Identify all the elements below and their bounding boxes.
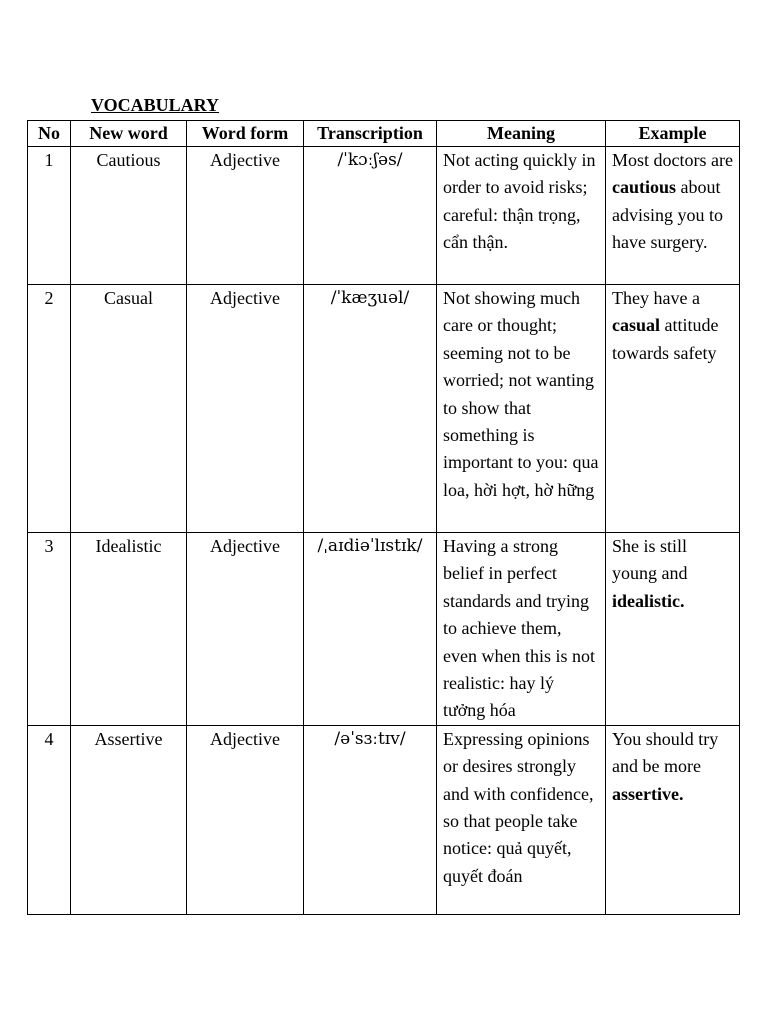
vocabulary-table <box>27 120 740 915</box>
example-text: You should try and be more <box>612 728 719 777</box>
cell-new-word: Casual <box>71 285 187 533</box>
cell-transcription: /ˌaɪdiəˈlɪstɪk/ <box>304 533 437 726</box>
header-meaning: Meaning <box>437 121 606 147</box>
cell-meaning: Having a strong belief in perfect standards and trying to achieve them, even when this is not realistic: hay lý tưởng hóa <box>437 533 606 726</box>
cell-no: 2 <box>28 285 71 533</box>
example-text: She is still young and <box>612 536 688 584</box>
cell-no: 4 <box>28 725 71 914</box>
cell-example <box>606 725 740 914</box>
header-word-form: Word form <box>187 121 304 147</box>
cell-transcription: /əˈsɜːtɪv/ <box>304 725 437 914</box>
cell-new-word: Idealistic <box>71 533 187 726</box>
header-new-word: New word <box>71 121 187 147</box>
example-keyword: idealistic. <box>612 590 685 611</box>
example-text: They have a <box>612 288 700 308</box>
example-text: about advising you to have surgery. <box>612 177 723 253</box>
example-keyword: cautious <box>612 177 677 198</box>
cell-word-form: Adjective <box>187 285 304 533</box>
header-transcription: Transcription <box>304 121 437 147</box>
cell-example <box>606 147 740 285</box>
cell-transcription: /ˈkæʒuəl/ <box>304 285 437 533</box>
example-text: attitude towards safety <box>612 315 719 363</box>
cell-word-form: Adjective <box>187 147 304 285</box>
table-row <box>28 533 740 726</box>
cell-no: 3 <box>28 533 71 726</box>
cell-word-form: Adjective <box>187 725 304 914</box>
example-keyword: casual <box>612 315 661 336</box>
cell-new-word: Assertive <box>71 725 187 914</box>
table-row <box>28 725 740 914</box>
example-keyword: assertive. <box>612 783 684 804</box>
document-title: VOCABULARY <box>91 95 220 115</box>
cell-word-form: Adjective <box>187 533 304 726</box>
cell-example <box>606 285 740 533</box>
table-row <box>28 147 740 285</box>
example-text: Most doctors are <box>612 150 733 170</box>
cell-no: 1 <box>28 147 71 285</box>
header-no: No <box>28 121 71 147</box>
cell-meaning: Not showing much care or thought; seeming not to be worried; not wanting to show that something is important to you: qua loa, hời hợt, hờ hững <box>437 285 606 533</box>
header-example: Example <box>606 121 740 147</box>
table-row <box>28 285 740 533</box>
table-header-row <box>28 121 740 147</box>
cell-example <box>606 533 740 726</box>
cell-transcription: /ˈkɔːʃəs/ <box>304 147 437 285</box>
cell-meaning: Expressing opinions or desires strongly and with confidence, so that people take notice: quả quyết, quyết đoán <box>437 725 606 914</box>
cell-new-word: Cautious <box>71 147 187 285</box>
cell-meaning: Not acting quickly in order to avoid risks; careful: thận trọng, cẩn thận. <box>437 147 606 285</box>
